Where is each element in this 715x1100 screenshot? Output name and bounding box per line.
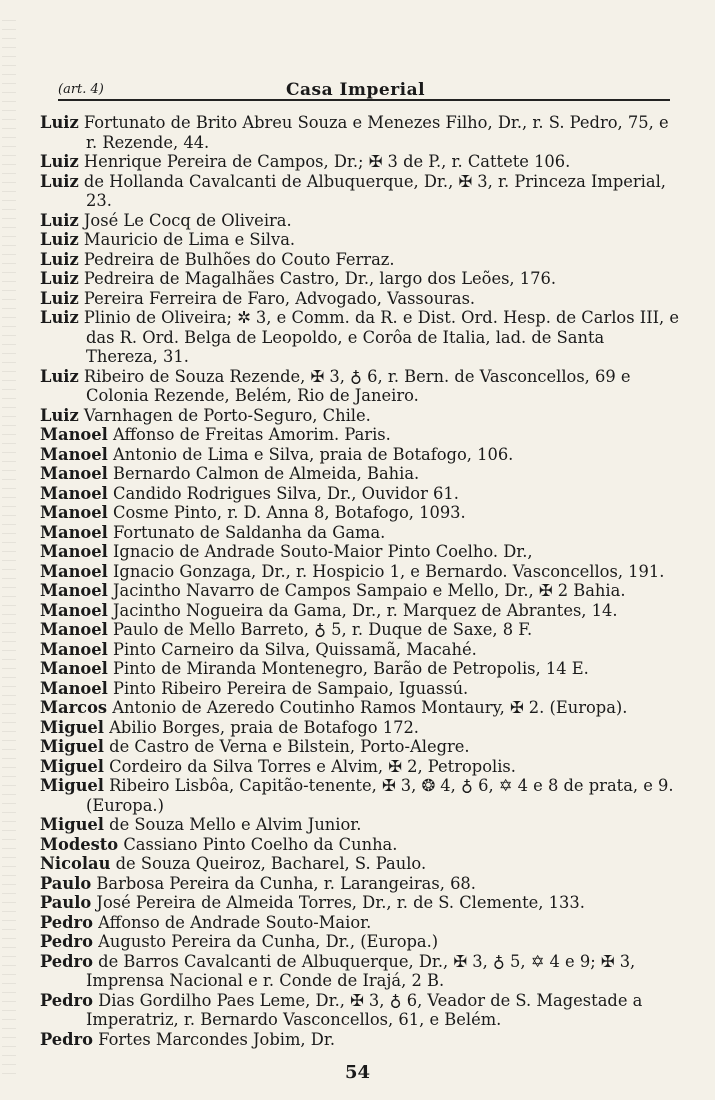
entry-first-name: Manoel [40,444,108,464]
entry-first-name: Manoel [40,522,108,542]
list-item [40,542,680,562]
entry-details: Pinto de Miranda Montenegro, Barão de Petropolis, 14 E. [107,659,589,678]
page-edge-shadow [2,20,16,1080]
entry-details: Ignacio de Andrade Souto-Maior Pinto Coelho. Dr., [107,542,533,561]
entry-details: Cosme Pinto, r. D. Anna 8, Botafogo, 1093. [107,503,466,522]
entry-first-name: Manoel [40,464,108,483]
entry-first-name: Luiz [40,230,79,249]
entry-details: Pinto Carneiro da Silva, Quissamã, Macahé. [107,639,477,659]
list-item [40,503,680,523]
entry-first-name: Luiz [40,308,79,327]
section-reference: (art. 4) [58,82,104,97]
entry-details: Cassiano Pinto Coelho da Cunha. [118,834,398,854]
entry-first-name: Manoel [40,600,108,620]
entry-details: Pereira Ferreira de Faro, Advogado, Vassouras. [78,288,476,308]
entry-first-name: Luiz [40,210,79,230]
entry-first-name: Miguel [40,776,104,795]
entry-details: José Pereira de Almeida Torres, Dr., r. de S. Clemente, 133. [91,893,585,912]
list-item [40,913,680,933]
entry-first-name: Manoel [40,561,108,581]
entry-details: Pinto Ribeiro Pereira de Sampaio, Iguassú. [107,678,469,698]
entry-first-name: Luiz [40,405,79,425]
entry-details: de Castro de Verna e Bilstein, Porto-Alegre. [103,737,470,756]
entry-first-name: Manoel [40,483,108,503]
list-item [40,172,680,211]
entry-details: Abilio Borges, praia de Botafogo 172. [103,717,419,737]
list-item [40,308,680,367]
list-item [40,679,680,699]
entry-first-name: Pedro [40,932,93,951]
entry-first-name: Manoel [40,620,108,639]
entry-details: de Souza Queiroz, Bacharel, S. Paulo. [110,854,427,873]
entry-details: José Le Cocq de Oliveira. [78,210,292,230]
list-item [40,484,680,504]
entry-details: Pedreira de Bulhões do Couto Ferraz. [78,249,395,269]
list-item [40,581,680,601]
list-item [40,854,680,874]
list-item [40,698,680,718]
page-number: 54 [344,1062,371,1083]
entry-first-name: Nicolau [40,854,111,873]
entry-details: Augusto Pereira da Cunha, Dr., (Europa.) [93,932,439,951]
list-item [40,464,680,484]
entry-details: Fortes Marcondes Jobim, Dr. [93,1029,335,1049]
list-item [40,737,680,757]
entry-details: de Hollanda Cavalcanti de Albuquerque, Dr., ✠ 3, r. Princeza Imperial, 23. [78,171,666,210]
entry-details: Fortunato de Brito Abreu Souza e Menezes Filho, Dr., r. S. Pedro, 75, e r. Rezende, 44. [78,113,669,152]
entry-first-name: Miguel [40,756,104,776]
list-item [40,113,680,152]
entry-details: Jacintho Nogueira da Gama, Dr., r. Marquez de Abrantes, 14. [107,600,618,620]
list-item [40,250,680,270]
list-item [40,406,680,426]
list-item [40,425,680,445]
entry-details: Cordeiro da Silva Torres e Alvim, ✠ 2, Petropolis. [103,756,516,776]
entry-first-name: Marcos [40,698,108,717]
list-item [40,601,680,621]
list-item [40,523,680,543]
list-item [40,757,680,777]
list-item [40,269,680,289]
entry-first-name: Manoel [40,639,108,659]
entry-details: Mauricio de Lima e Silva. [78,230,296,249]
list-item [40,815,680,835]
entry-first-name: Miguel [40,737,104,756]
entry-details: Pedreira de Magalhães Castro, Dr., largo dos Leões, 176. [78,269,557,288]
list-item [40,932,680,952]
entry-first-name: Manoel [40,659,108,678]
entry-details: Dias Gordilho Paes Leme, Dr., ✠ 3, ♁ 6, Veador de S. Magestade a Imperatriz, r. Bernardo Vasconcellos, 61, e Belém. [86,990,643,1029]
list-item [40,445,680,465]
list-item [40,230,680,250]
entry-first-name: Luiz [40,152,79,171]
list-item [40,835,680,855]
list-item [40,289,680,309]
list-item [40,952,680,991]
entry-first-name: Luiz [40,366,79,386]
list-item [40,991,680,1030]
list-item [40,367,680,406]
entry-first-name: Miguel [40,815,104,834]
entry-first-name: Pedro [40,912,93,932]
entry-first-name: Luiz [40,269,79,288]
entry-details: Affonso de Andrade Souto-Maior. [93,912,372,932]
entry-details: Paulo de Mello Barreto, ♁ 5, r. Duque de Saxe, 8 F. [107,620,533,639]
list-item [40,211,680,231]
entry-first-name: Manoel [40,581,108,600]
entry-details: Jacintho Navarro de Campos Sampaio e Mello, Dr., ✠ 2 Bahia. [107,581,626,600]
entry-first-name: Luiz [40,249,79,269]
running-title: Casa Imperial [286,80,426,100]
header-rule [58,99,670,101]
entry-details: Bernardo Calmon de Almeida, Bahia. [107,464,420,483]
entry-details: Plinio de Oliveira; ✲ 3, e Comm. da R. e Dist. Ord. Hesp. de Carlos III, e das R. Ord. Belga de Leopoldo, e Corôa de Italia, lad. de Santa Thereza, 31. [78,308,680,366]
entry-details: de Barros Cavalcanti de Albuquerque, Dr., ✠ 3, ♁ 5, ✡ 4 e 9; ✠ 3, Imprensa Nacional e r. Conde de Irajá, 2 B. [86,951,636,990]
entry-details: Antonio de Lima e Silva, praia de Botafogo, 106. [107,444,514,464]
entry-first-name: Manoel [40,425,108,444]
entry-details: Affonso de Freitas Amorim. Paris. [107,425,391,444]
entry-details: Candido Rodrigues Silva, Dr., Ouvidor 61. [107,483,459,503]
entry-first-name: Manoel [40,542,108,561]
entry-details: Antonio de Azeredo Coutinho Ramos Montaury, ✠ 2. (Europa). [107,698,628,717]
entry-first-name: Modesto [40,834,119,854]
entry-first-name: Paulo [40,893,92,912]
entry-details: Fortunato de Saldanha da Gama. [107,522,386,542]
entry-details: Barbosa Pereira da Cunha, r. Larangeiras, 68. [91,873,476,893]
list-item [40,718,680,738]
entry-details: Ignacio Gonzaga, Dr., r. Hospicio 1, e Bernardo. Vasconcellos, 191. [107,561,665,581]
entry-first-name: Pedro [40,990,93,1010]
entry-first-name: Paulo [40,873,92,893]
entry-details: Ribeiro Lisbôa, Capitão-tenente, ✠ 3, ❂ 4, ♁ 6, ✡ 4 e 8 de prata, e 9. (Europa.) [86,776,674,815]
entry-first-name: Pedro [40,951,93,971]
entry-first-name: Luiz [40,113,79,132]
entry-first-name: Manoel [40,678,108,698]
entry-details: Ribeiro de Souza Rezende, ✠ 3, ♁ 6, r. Bern. de Vasconcellos, 69 e Colonia Rezende, Belém, Rio de Janeiro. [78,366,631,405]
entry-first-name: Pedro [40,1029,93,1049]
entry-first-name: Luiz [40,288,79,308]
entry-details: Varnhagen de Porto-Seguro, Chile. [78,405,371,425]
list-item [40,152,680,172]
entry-first-name: Luiz [40,171,79,191]
list-item [40,893,680,913]
list-item [40,1030,680,1050]
name-list [40,113,680,1049]
list-item [40,874,680,894]
list-item [40,640,680,660]
entry-details: Henrique Pereira de Campos, Dr.; ✠ 3 de P., r. Cattete 106. [78,152,571,171]
list-item [40,776,680,815]
list-item [40,659,680,679]
list-item [40,562,680,582]
entry-first-name: Miguel [40,717,104,737]
page-header [58,82,668,104]
list-item [40,620,680,640]
entry-details: de Souza Mello e Alvim Junior. [103,815,362,834]
entry-first-name: Manoel [40,503,108,522]
